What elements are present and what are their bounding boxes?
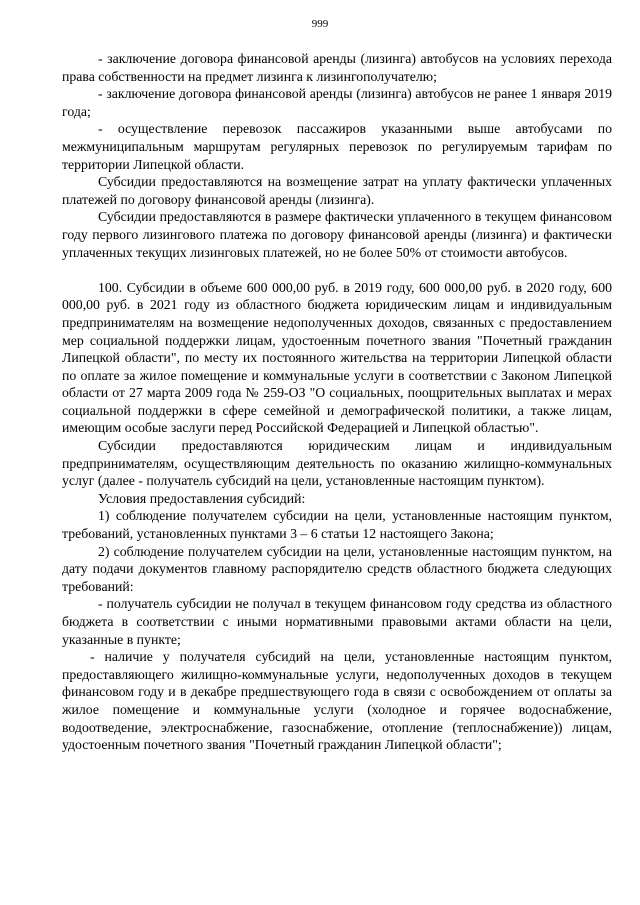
paragraph-leasing-condition-3: - осуществление перевозок пассажиров указанными выше автобусами по межмуниципальным маршрутам регулярных перевозок по регулируемым тарифам по территории Липецкой области. <box>62 121 612 172</box>
paragraph-condition-1: 1) соблюдение получателем субсидии на цели, установленные настоящим пунктом, требований, установленных пунктами 3 – 6 статьи 12 настоящего Закона; <box>62 508 612 542</box>
paragraph-requirement-2: - наличие у получателя субсидий на цели, установленные настоящим пунктом, предоставляющего жилищно-коммунальные услуги, недополученных доходов в текущем финансовом году и в декабре предшествующего года в связи с освобождением от оплаты за жилое помещение и коммунальные услуги (холодное и горячее водоснабжение, водоотведение, электроснабжение, газоснабжение, отопление (теплоснабжение)) лицам, удостоенным почетного звания "Почетный гражданин Липецкой области"; <box>62 649 612 753</box>
paragraph-conditions-heading: Условия предоставления субсидий: <box>98 490 306 506</box>
paragraph-subsidy-recipients: Субсидии предоставляются юридическим лицам и индивидуальным предпринимателям, осуществляющим деятельность по оказанию жилищно-коммунальных услуг (далее - получатель субсидий на цели, установленные настоящим пунктом). <box>62 438 612 489</box>
paragraph-requirement-1: - получатель субсидии не получал в текущем финансовом году средства из областного бюджета в соответствии с иными нормативными правовыми актами области на цели, указанные в пункте; <box>62 596 612 647</box>
paragraph-leasing-condition-1: - заключение договора финансовой аренды (лизинга) автобусов на условиях перехода права собственности на предмет лизинга к лизингополучателю; <box>62 51 612 84</box>
document-body <box>62 50 612 754</box>
paragraph-condition-2: 2) соблюдение получателем субсидии на цели, установленные настоящим пунктом, на дату подачи документов главному распорядителю средств областного бюджета следующих требований: <box>62 543 612 594</box>
paragraph-leasing-condition-2: - заключение договора финансовой аренды (лизинга) автобусов не ранее 1 января 2019 года; <box>62 86 612 119</box>
page-number: 999 <box>311 18 329 30</box>
paragraph-subsidy-amount: Субсидии предоставляются в размере фактически уплаченного в текущем финансовом году первого лизингового платежа по договору финансовой аренды (лизинга) и фактически уплаченных текущих лизинговых платежей, но не более 50% от стоимости автобусов. <box>62 209 612 260</box>
paragraph-item-100: 100. Субсидии в объеме 600 000,00 руб. в 2019 году, 600 000,00 руб. в 2020 году, 600 000,00 руб. в 2021 году из областного бюджета юридическим лицам и индивидуальным предпринимателям на возмещение недополученных доходов, связанных с предоставлением мер социальной поддержки лицам, удостоенным почетного звания "Почетный гражданин Липецкой области", по месту их постоянного жительства на территории Липецкой области по оплате за жилое помещение и коммунальные услуги в соответствии с Законом Липецкой области от 27 марта 2009 года № 259-ОЗ "О социальных, поощрительных выплатах и мерах социальной поддержки в сфере семейной и демографической политики, а также лицам, имеющим особые заслуги перед Российской Федерацией и Липецкой областью". <box>62 279 612 436</box>
paragraph-subsidy-purpose: Субсидии предоставляются на возмещение затрат на уплату фактически уплаченных платежей по договору финансовой аренды (лизинга). <box>62 174 612 207</box>
